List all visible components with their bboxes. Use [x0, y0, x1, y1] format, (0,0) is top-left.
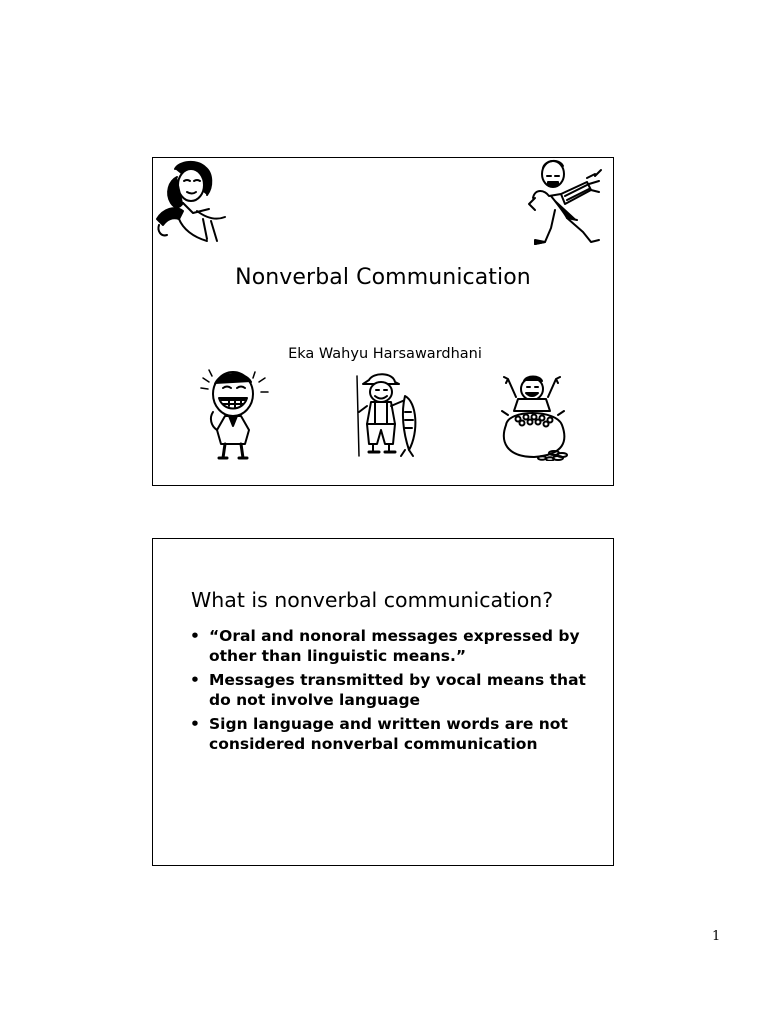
bullet-dot-icon: •	[190, 627, 200, 645]
slide-title: Nonverbal Communication	[235, 265, 531, 290]
slide-heading: What is nonverbal communication?	[191, 588, 554, 612]
title-slide	[152, 157, 614, 486]
bullet-dot-icon: •	[190, 715, 200, 733]
bullet-text: Sign language and written words are not considered nonverbal communication	[209, 715, 568, 753]
author-name: Eka Wahyu Harsawardhani	[288, 346, 482, 362]
man-with-money-sack-illustration	[498, 375, 570, 461]
bullet-dot-icon: •	[190, 671, 200, 689]
bullet-text: “Oral and nonoral messages expressed by other than linguistic means.”	[209, 627, 580, 665]
page-number: 1	[712, 929, 721, 944]
bullet-text: Messages transmitted by vocal means that do not involve language	[209, 671, 586, 709]
grinning-man-illustration	[199, 368, 269, 460]
bullet-item	[190, 714, 590, 754]
fisherman-holding-fish-illustration	[347, 372, 427, 458]
bullet-list	[190, 626, 590, 758]
woman-on-telephone-illustration	[153, 159, 233, 243]
bullet-item	[190, 670, 590, 710]
man-tearing-phone-book-illustration	[525, 158, 615, 248]
bullet-item	[190, 626, 590, 666]
definition-slide	[152, 538, 614, 866]
